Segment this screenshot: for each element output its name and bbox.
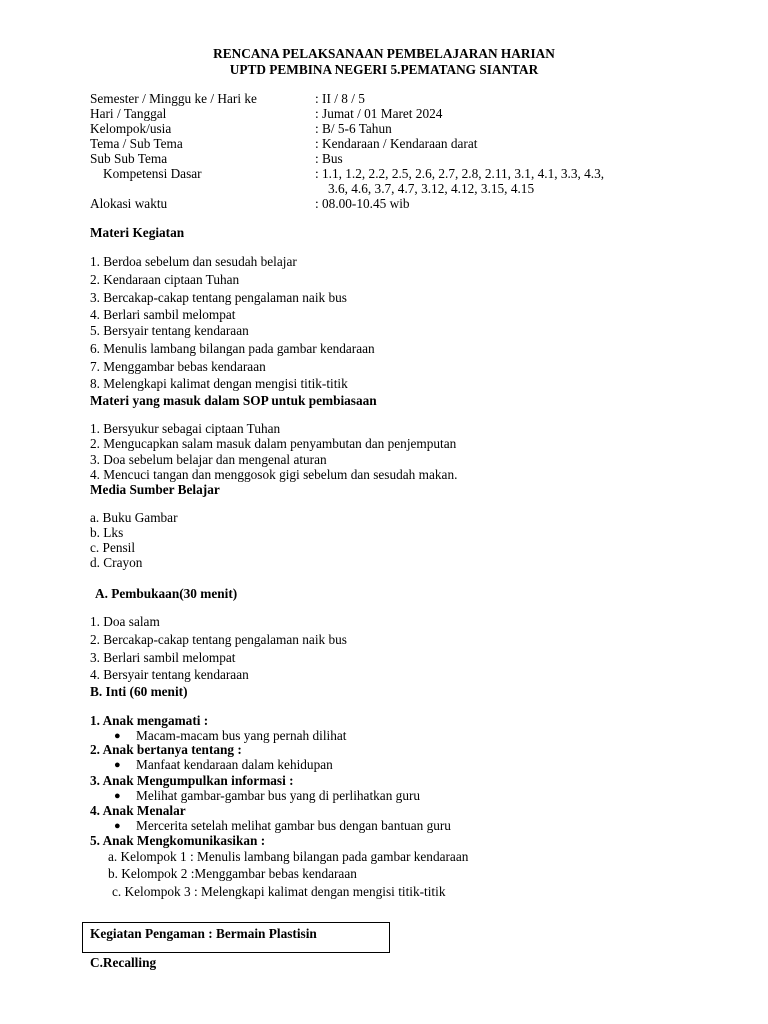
list-item: 6. Menulis lambang bilangan pada gambar kendaraan (90, 341, 375, 356)
list-item: 1. Bersyukur sebagai ciptaan Tuhan (90, 421, 281, 436)
info-label-tanggal: Hari / Tanggal (90, 106, 167, 121)
inti-step-bullet: Melihat gambar-gambar bus yang di perlihatkan guru (136, 788, 421, 803)
info-label-tema: Tema / Sub Tema (90, 136, 183, 151)
info-label-kelompok: Kelompok/usia (90, 121, 172, 136)
list-item: 4. Bersyair tentang kendaraan (90, 667, 249, 682)
list-item: c. Pensil (90, 540, 136, 555)
list-item: 3. Bercakap-cakap tentang pengalaman naik bus (90, 290, 347, 305)
inti-step-bullet: Mercerita setelah melihat gambar bus dengan bantuan guru (136, 818, 451, 833)
info-value-kompetensi-cont: 3.6, 4.6, 3.7, 4.7, 3.12, 4.12, 3.15, 4.15 (328, 181, 535, 196)
info-value-kompetensi: : 1.1, 1.2, 2.2, 2.5, 2.6, 2.7, 2.8, 2.11, 3.1, 4.1, 3.3, 4.3, (315, 166, 605, 181)
bullet-icon: ● (114, 730, 121, 742)
list-item: d. Crayon (90, 555, 143, 570)
info-label-alokasi: Alokasi waktu (90, 196, 168, 211)
kelompok-item: a. Kelompok 1 : Menulis lambang bilangan pada gambar kendaraan (108, 849, 469, 864)
info-value-semester: : II / 8 / 5 (315, 91, 365, 106)
inti-heading: B. Inti (60 menit) (90, 684, 188, 699)
document-title: RENCANA PELAKSANAAN PEMBELAJARAN HARIAN (213, 46, 555, 61)
kelompok-item: b. Kelompok 2 :Menggambar bebas kendaraan (108, 866, 357, 881)
list-item: b. Lks (90, 525, 124, 540)
list-item: 4. Berlari sambil melompat (90, 307, 236, 322)
info-value-alokasi: : 08.00-10.45 wib (315, 196, 410, 211)
info-label-semester: Semester / Minggu ke / Hari ke (90, 91, 257, 106)
info-value-tema: : Kendaraan / Kendaraan darat (315, 136, 478, 151)
bullet-icon: ● (114, 820, 121, 832)
inti-step-title: 1. Anak mengamati : (90, 713, 209, 728)
list-item: a. Buku Gambar (90, 510, 178, 525)
pengaman-text: Kegiatan Pengaman : Bermain Plastisin (90, 926, 317, 941)
inti-step-bullet: Manfaat kendaraan dalam kehidupan (136, 757, 333, 772)
info-value-subsubtema: : Bus (315, 151, 343, 166)
list-item: 4. Mencuci tangan dan menggosok gigi sebelum dan sesudah makan. (90, 467, 458, 482)
media-heading: Media Sumber Belajar (90, 482, 220, 497)
inti-step-bullet: Macam-macam bus yang pernah dilihat (136, 728, 347, 743)
list-item: 3. Doa sebelum belajar dan mengenal aturan (90, 452, 327, 467)
info-value-kelompok: : B/ 5-6 Tahun (315, 121, 392, 136)
inti-step-title: 2. Anak bertanya tentang : (90, 742, 242, 757)
info-value-tanggal: : Jumat / 01 Maret 2024 (315, 106, 443, 121)
materi-kegiatan-heading: Materi Kegiatan (90, 225, 185, 240)
list-item: 7. Menggambar bebas kendaraan (90, 359, 266, 374)
recalling-heading: C.Recalling (90, 955, 157, 970)
list-item: 1. Doa salam (90, 614, 160, 629)
info-label-subsubtema: Sub Sub Tema (90, 151, 168, 166)
document-subtitle: UPTD PEMBINA NEGERI 5.PEMATANG SIANTAR (229, 62, 539, 77)
list-item: 2. Bercakap-cakap tentang pengalaman naik bus (90, 632, 347, 647)
list-item: 2. Kendaraan ciptaan Tuhan (90, 272, 240, 287)
inti-step-title: 4. Anak Menalar (90, 803, 186, 818)
list-item: 1. Berdoa sebelum dan sesudah belajar (90, 254, 297, 269)
list-item: 8. Melengkapi kalimat dengan mengisi titik-titik (90, 376, 348, 391)
pembukaan-heading: A. Pembukaan(30 menit) (95, 586, 238, 601)
list-item: 3. Berlari sambil melompat (90, 650, 236, 665)
inti-komunikasi-title: 5. Anak Mengkomunikasikan : (90, 833, 266, 848)
kelompok-item: c. Kelompok 3 : Melengkapi kalimat dengan mengisi titik-titik (112, 884, 446, 899)
inti-step-title: 3. Anak Mengumpulkan informasi : (90, 773, 294, 788)
info-label-kompetensi: Kompetensi Dasar (103, 166, 202, 181)
list-item: 5. Bersyair tentang kendaraan (90, 323, 249, 338)
list-item: 2. Mengucapkan salam masuk dalam penyambutan dan penjemputan (90, 436, 457, 451)
bullet-icon: ● (114, 790, 121, 802)
sop-heading: Materi yang masuk dalam SOP untuk pembiasaan (90, 393, 377, 408)
bullet-icon: ● (114, 759, 121, 771)
